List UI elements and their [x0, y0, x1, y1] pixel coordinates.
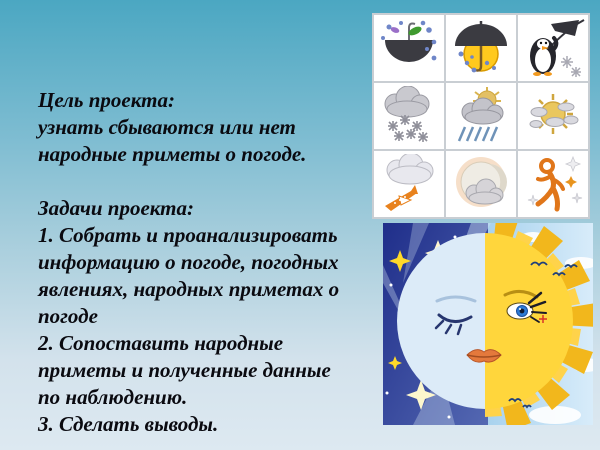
goal-line: народные приметы о погоде.: [38, 142, 307, 166]
snow-hail-cloud-icon: [377, 86, 441, 146]
tasks-line: 3. Сделать выводы.: [38, 412, 219, 436]
slide-text-block: [38, 87, 383, 438]
sun-with-clouds-icon: [521, 86, 585, 146]
weather-cell: [373, 14, 445, 82]
sun-umbrella-rain-icon: [449, 18, 513, 78]
day-night-picture: [383, 223, 593, 425]
weather-cell: [517, 14, 589, 82]
weather-cell: [517, 150, 589, 218]
tasks-line: информацию о погоде, погодных: [38, 250, 339, 274]
tasks-line: по наблюдению.: [38, 385, 188, 409]
sun-moon-face-illustration: [383, 223, 593, 425]
tasks-line: явлениях, народных приметах о: [38, 277, 340, 301]
moon-with-cloud-icon: [449, 154, 513, 214]
weather-icons-grid: [373, 14, 589, 218]
weather-cell: [373, 82, 445, 150]
weather-cell: [445, 82, 517, 150]
tasks-line: приметы и полученные данные: [38, 358, 331, 382]
tasks-line: 1. Собрать и проанализировать: [38, 223, 338, 247]
sun-rain-shower-icon: [449, 86, 513, 146]
weather-cell: [517, 82, 589, 150]
person-in-wind-snow-icon: [521, 154, 585, 214]
weather-cell: [373, 150, 445, 218]
tasks-line: погоде: [38, 304, 98, 328]
goal-line: узнать сбываются или нет: [38, 115, 296, 139]
airplane-in-clouds-icon: [377, 154, 441, 214]
weather-cell: [445, 150, 517, 218]
storm-wind-umbrella-icon: [377, 18, 441, 78]
tasks-line: Задачи проекта:: [38, 196, 194, 220]
tasks-line: 2. Сопоставить народные: [38, 331, 284, 355]
goal-line: Цель проекта:: [38, 88, 175, 112]
weather-cell: [445, 14, 517, 82]
penguin-umbrella-snow-icon: [521, 18, 585, 78]
